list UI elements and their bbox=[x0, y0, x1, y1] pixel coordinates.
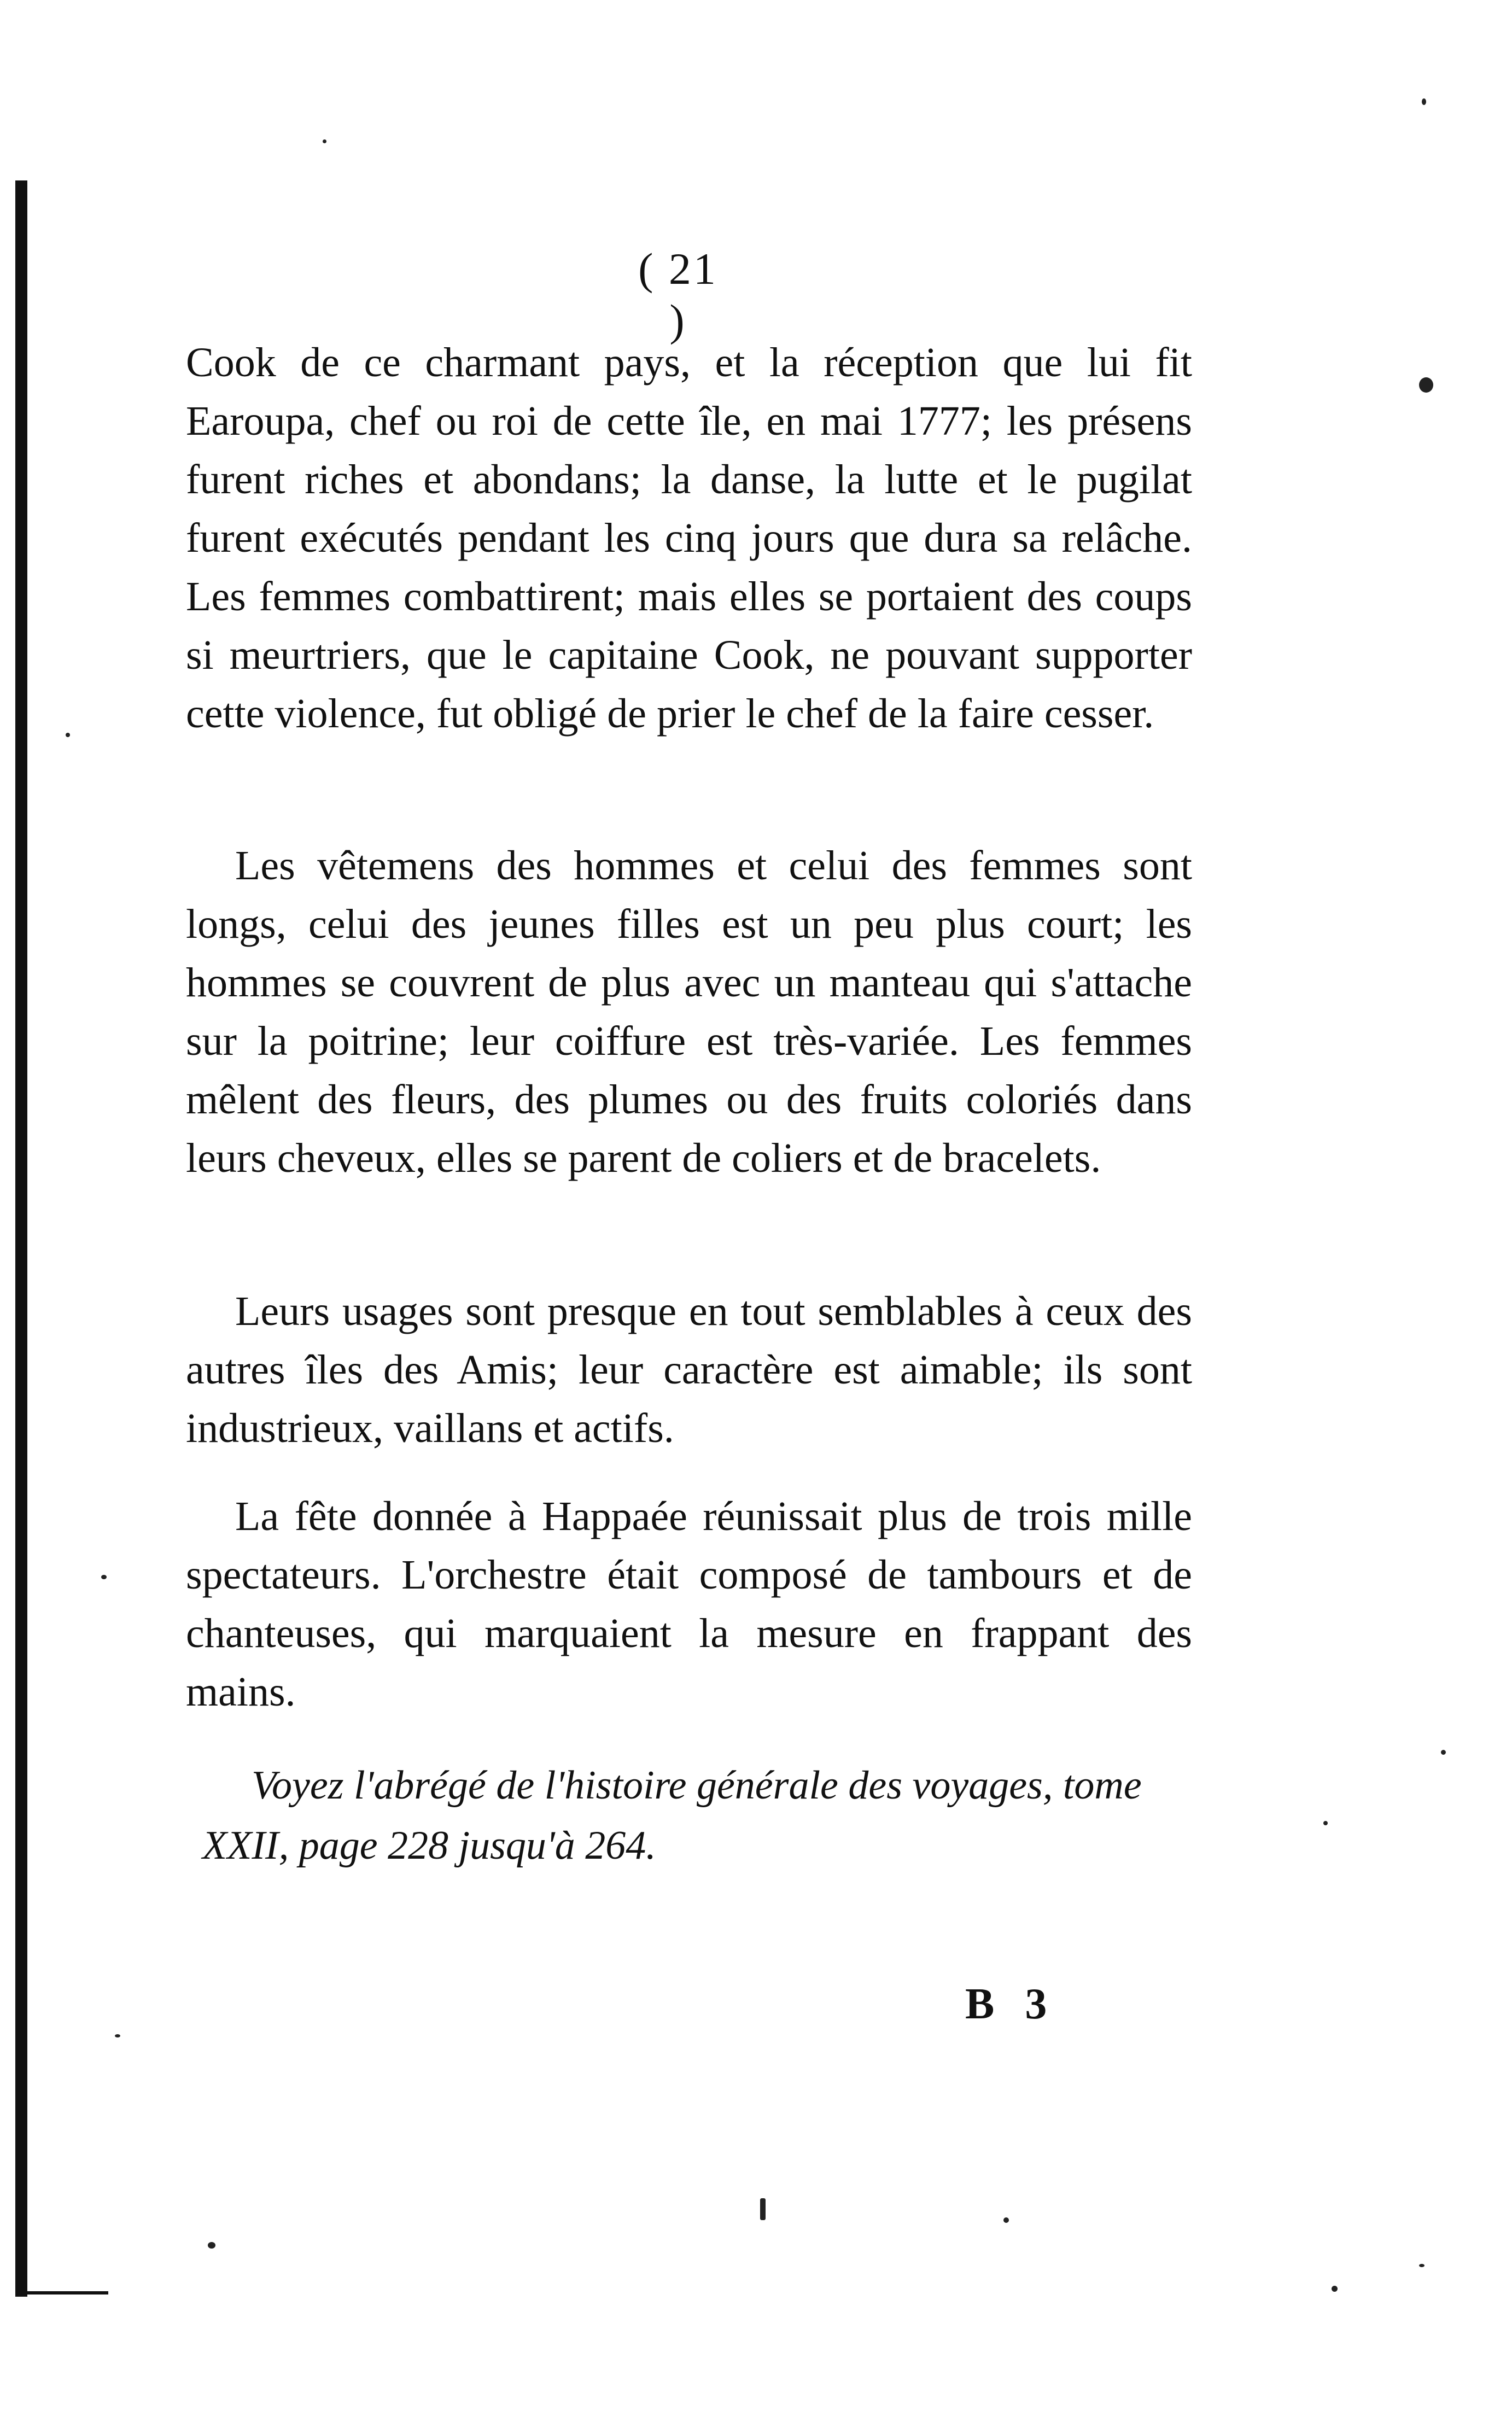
scan-speck bbox=[1332, 2286, 1338, 2292]
scan-speck bbox=[115, 2034, 120, 2037]
scan-speck bbox=[101, 1575, 107, 1579]
scan-speck bbox=[1419, 2264, 1425, 2267]
scan-speck bbox=[323, 139, 326, 143]
paragraph-3: Leurs usages sont presque en tout semblables à ceux des autres îles des Amis; leur caractère est aimable; ils sont industrieux, vaillans et actifs. bbox=[186, 1288, 1192, 1451]
scan-speck bbox=[1441, 1750, 1446, 1755]
paragraph-2: Les vêtemens des hommes et celui des femmes sont longs, celui des jeunes filles est un peu plus court; les hommes se couvrent de plus avec un manteau qui s'attache sur la poitrine; leur coiffure est très-variée. Les femmes mêlent des fleurs, des plumes ou des fruits coloriés dans leurs cheveux, elles se parent de coliers et de bracelets. bbox=[186, 843, 1192, 1181]
signature-mark: B 3 bbox=[965, 1980, 1057, 2028]
binding-rule-foot bbox=[15, 2291, 108, 2294]
scan-speck bbox=[1422, 98, 1426, 105]
scan-speck bbox=[66, 733, 70, 737]
scan-speck bbox=[1323, 1821, 1328, 1825]
page-number: ( 21 ) bbox=[638, 244, 718, 345]
scan-speck bbox=[1419, 377, 1433, 393]
paragraph-1: Cook de ce charmant pays, et la réception que lui fit Earoupa, chef ou roi de cette île, en mai 1777; les présens furent riches et abondans; la danse, la lutte et le pugilat furent exécutés pendant les cinq jours que dura sa relâche. Les femmes combattirent; mais elles se portaient des coups si meurtriers, que le capitaine Cook, ne pouvant supporter cette violence, fut obligé de prier le chef de la faire cesser. bbox=[186, 340, 1192, 737]
scan-speck bbox=[760, 2198, 766, 2220]
paragraph-4: La fête donnée à Happaée réunissait plus de trois mille spectateurs. L'orchestre était composé de tambours et de chanteuses, qui marquaient la mesure en frappant des mains. bbox=[186, 1493, 1192, 1715]
binding-rule bbox=[15, 180, 27, 2297]
source-reference: Voyez l'abrégé de l'histoire générale des voyages, tome XXII, page 228 jusqu'à 264. bbox=[202, 1763, 1142, 1868]
scan-speck bbox=[208, 2242, 215, 2249]
scan-speck bbox=[1003, 2217, 1009, 2223]
